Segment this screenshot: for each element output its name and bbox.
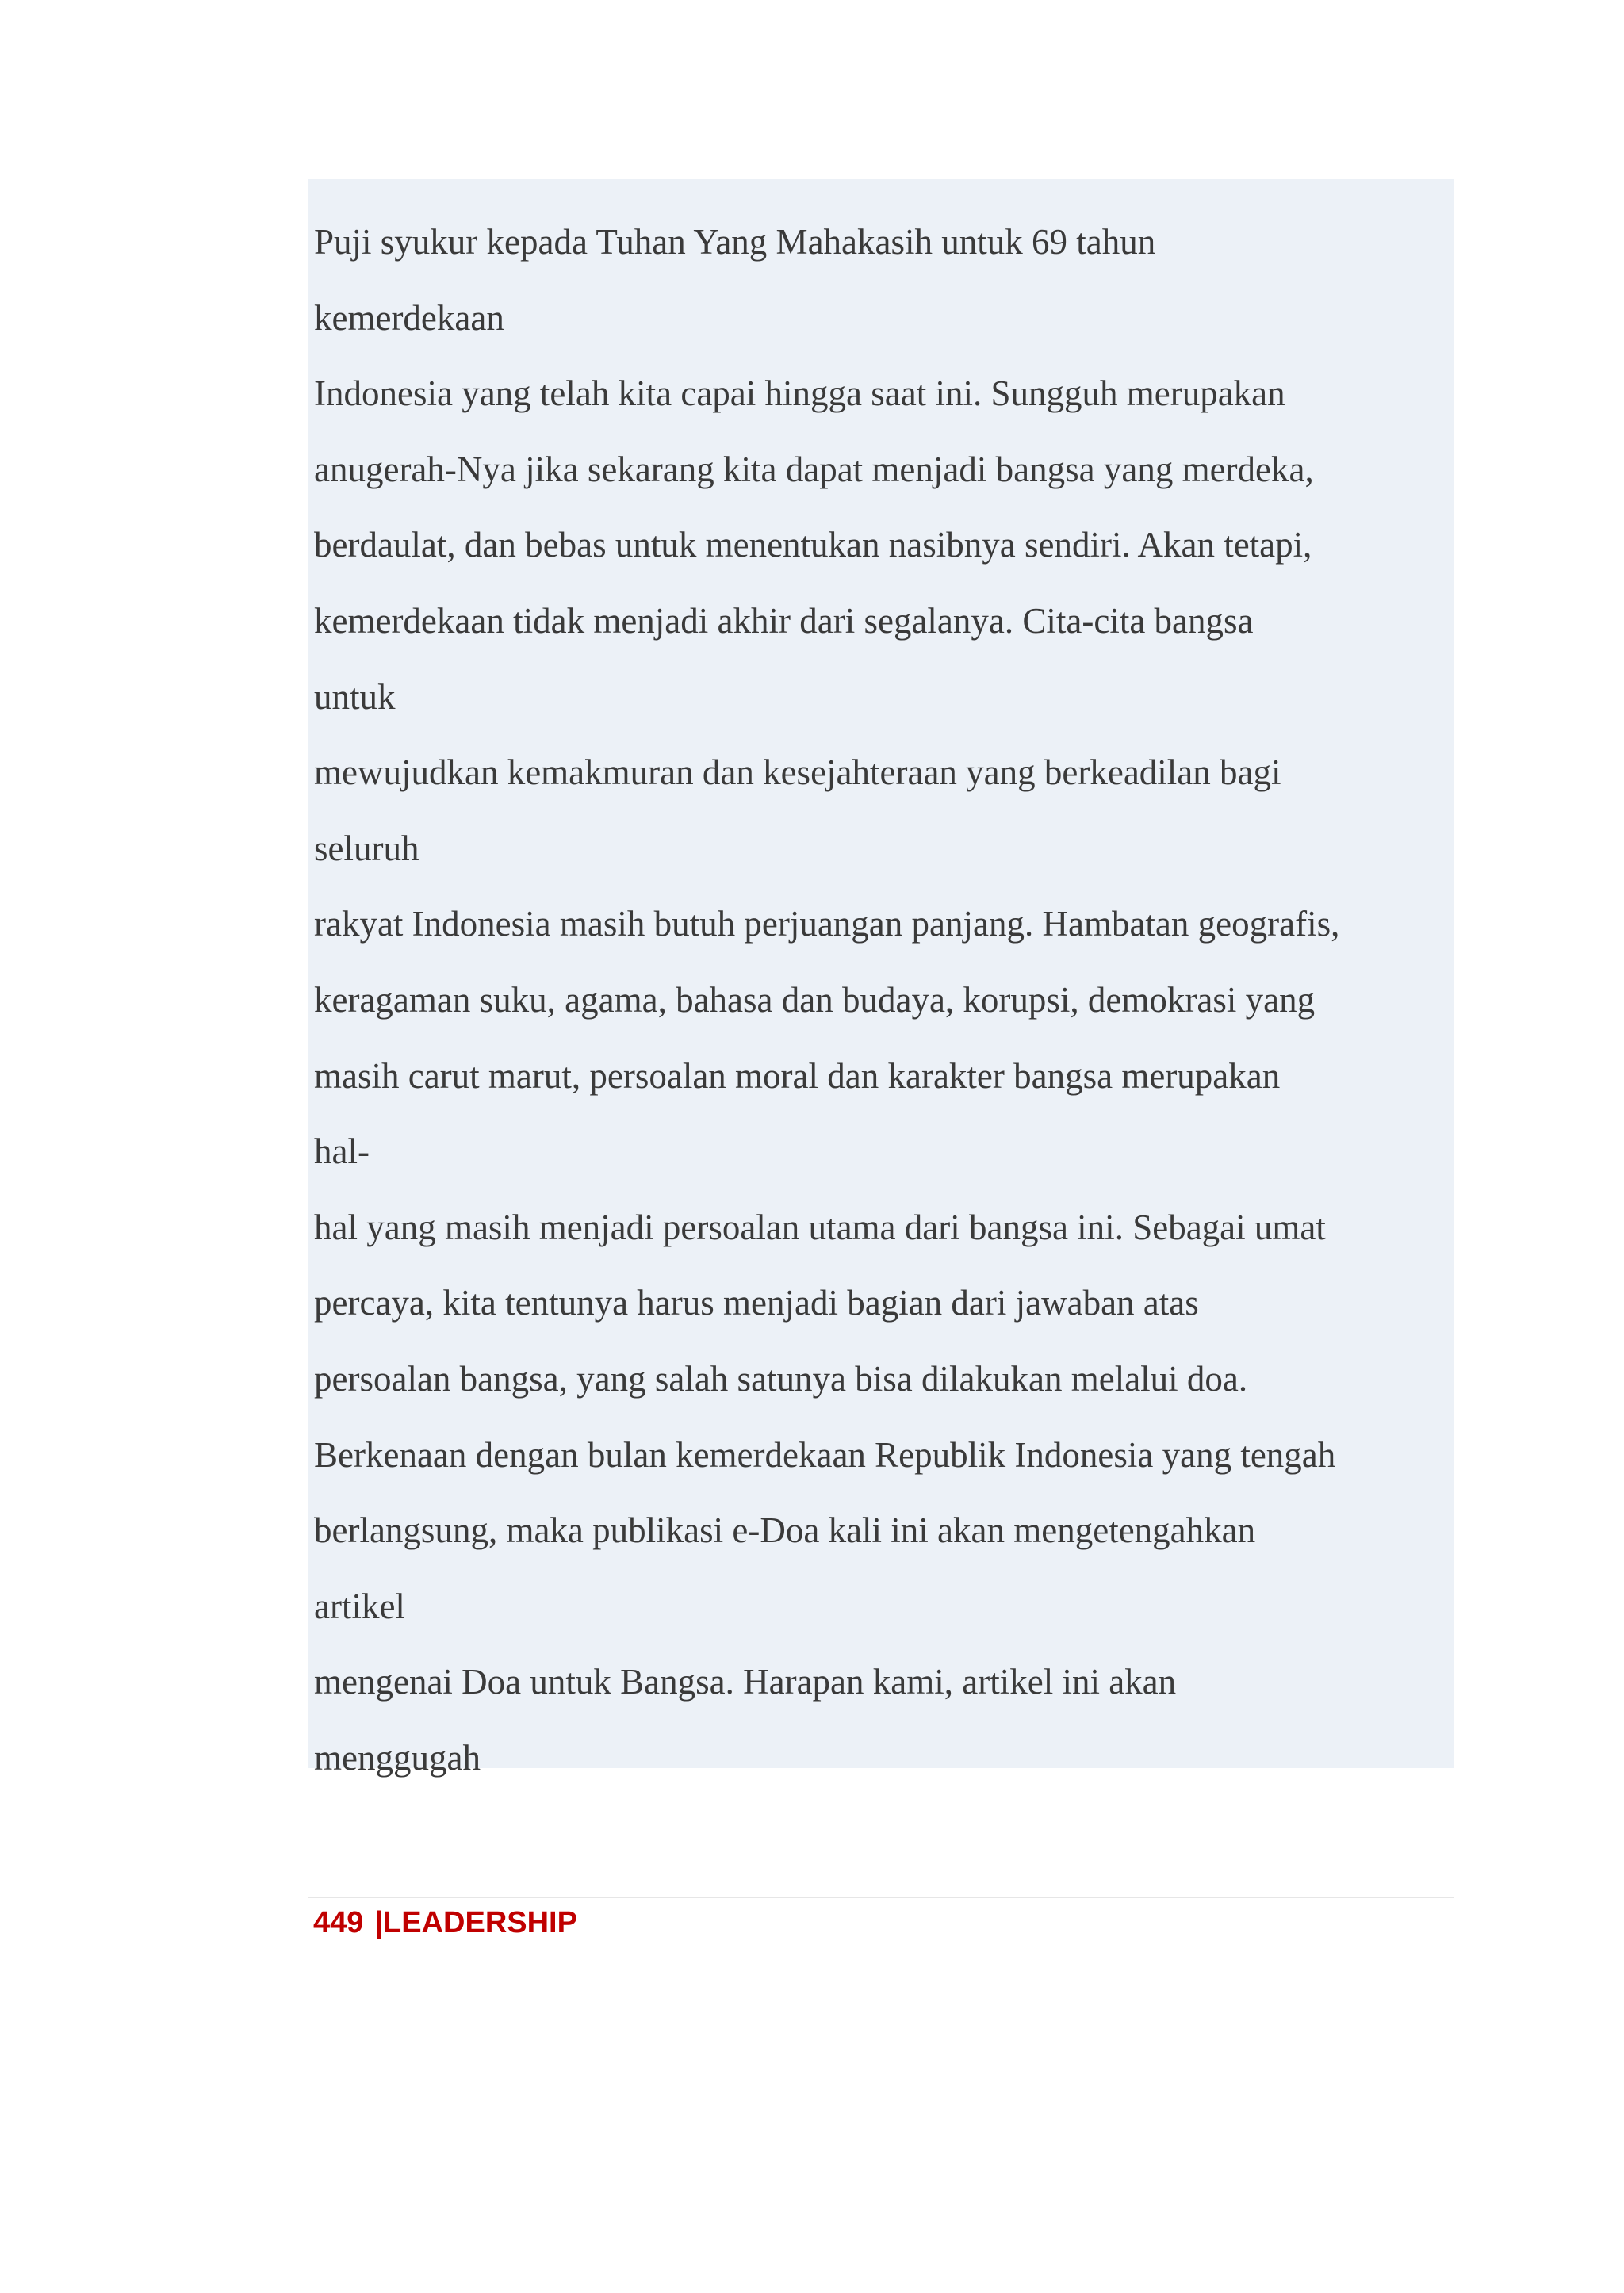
paragraph-line: artikel	[314, 1586, 405, 1626]
paragraph-line: anugerah-Nya jika sekarang kita dapat menjadi bangsa yang merdeka,	[314, 449, 1314, 489]
page-footer	[313, 1899, 577, 1947]
highlighted-text-block	[308, 179, 1454, 1778]
paragraph-line: hal-	[314, 1131, 370, 1172]
paragraph-line: mewujudkan kemakmuran dan kesejahteraan yang berkeadilan bagi	[314, 752, 1281, 793]
paragraph-line: seluruh	[314, 828, 419, 868]
paragraph-line: berdaulat, dan bebas untuk menentukan nasibnya sendiri. Akan tetapi,	[314, 525, 1312, 565]
paragraph-line: berlangsung, maka publikasi e-Doa kali ini akan mengetengahkan	[314, 1510, 1256, 1551]
paragraph-line: Berkenaan dengan bulan kemerdekaan Republik Indonesia yang tengah	[314, 1434, 1336, 1475]
footer-section-title: |LEADERSHIP	[374, 1905, 577, 1939]
paragraph-line: percaya, kita tentunya harus menjadi bagian dari jawaban atas	[314, 1283, 1199, 1323]
paragraph-line: Puji syukur kepada Tuhan Yang Mahakasih untuk 69 tahun	[314, 222, 1156, 262]
paragraph-line: kemerdekaan	[314, 297, 504, 338]
paragraph-line: keragaman suku, agama, bahasa dan budaya, korupsi, demokrasi yang	[314, 979, 1316, 1020]
paragraph-line: rakyat Indonesia masih butuh perjuangan panjang. Hambatan geografis,	[314, 904, 1340, 944]
paragraph-line: persoalan bangsa, yang salah satunya bisa dilakukan melalui doa.	[314, 1358, 1248, 1399]
paragraph-line: untuk	[314, 676, 396, 717]
paragraph-line: Indonesia yang telah kita capai hingga saat ini. Sungguh merupakan	[314, 373, 1285, 414]
paragraph-line: menggugah	[314, 1737, 481, 1778]
page-number: 449	[313, 1905, 364, 1939]
paragraph-line: mengenai Doa untuk Bangsa. Harapan kami, artikel ini akan	[314, 1662, 1177, 1702]
paragraph-line: kemerdekaan tidak menjadi akhir dari segalanya. Cita-cita bangsa	[314, 600, 1254, 641]
paragraph-line: hal yang masih menjadi persoalan utama dari bangsa ini. Sebagai umat	[314, 1207, 1326, 1247]
footer-divider	[308, 1897, 1454, 1898]
paragraph-line: masih carut marut, persoalan moral dan karakter bangsa merupakan	[314, 1055, 1281, 1096]
